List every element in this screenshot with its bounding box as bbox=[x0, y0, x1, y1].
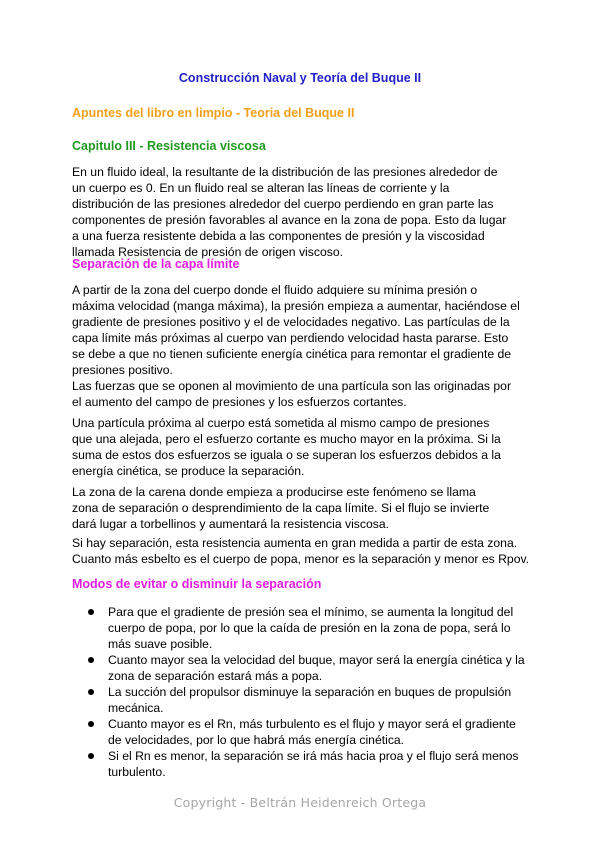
text-line: el aumento del campo de presiones y los esfuerzos cortantes. bbox=[72, 395, 407, 409]
text-line: distribución de las presiones alrededor del cuerpo perdiendo en gran parte las bbox=[72, 197, 494, 211]
text-line: de velocidades, por lo que habrá más energía cinética. bbox=[108, 733, 405, 747]
text-line: suma de estos dos esfuerzos se iguala o se superan los esfuerzos debidos a la bbox=[72, 448, 501, 462]
text-line: más suave posible. bbox=[108, 637, 213, 651]
text-line: dará lugar a torbellinos y aumentará la resistencia viscosa. bbox=[72, 517, 390, 531]
text-line: Si hay separación, esta resistencia aumenta en gran medida a partir de esta zona. bbox=[72, 536, 518, 550]
text-line: gradiente de presiones positivo y el de velocidades negativo. Las partículas de la bbox=[72, 315, 510, 329]
list-item bbox=[88, 716, 538, 748]
bullet-icon bbox=[88, 657, 94, 663]
separation-paragraph-3 bbox=[72, 415, 534, 479]
text-line: Las fuerzas que se oponen al movimiento de una partícula son las originadas por bbox=[72, 379, 512, 393]
text-line: presiones positivo. bbox=[72, 363, 173, 377]
text-line: Cuanto mayor es el Rn, más turbulento es el flujo y mayor será el gradiente bbox=[108, 717, 516, 731]
text-line: La succión del propulsor disminuye la separación en buques de propulsión bbox=[108, 685, 512, 699]
separation-paragraph-2 bbox=[72, 378, 534, 410]
text-line: En un fluido ideal, la resultante de la distribución de las presiones alrededor de bbox=[72, 165, 498, 179]
text-line: A partir de la zona del cuerpo donde el fluido adquiere su mínima presión o bbox=[72, 283, 478, 297]
text-line: cuerpo de popa, por lo que la caída de presión en la zona de popa, será lo bbox=[108, 621, 511, 635]
separation-paragraph-5 bbox=[72, 535, 534, 567]
text-line: capa límite más próximas al cuerpo van perdiendo velocidad hasta pararse. Esto bbox=[72, 331, 509, 345]
section-heading-avoid-separation: Modos de evitar o disminuir la separación bbox=[72, 577, 322, 591]
text-line: llamada Resistencia de presión de origen viscoso. bbox=[72, 245, 343, 259]
separation-paragraph-1 bbox=[72, 282, 534, 378]
document-title: Construcción Naval y Teoría del Buque II bbox=[178, 71, 422, 85]
list-item bbox=[88, 604, 538, 652]
text-line: turbulento. bbox=[108, 765, 166, 779]
text-line: Una partícula próxima al cuerpo está sometida al mismo campo de presiones bbox=[72, 416, 490, 430]
separation-paragraph-4 bbox=[72, 484, 534, 532]
text-line: Para que el gradiente de presión sea el mínimo, se aumenta la longitud del bbox=[108, 605, 514, 619]
text-line: máxima velocidad (manga máxima), la presión empieza a aumentar, haciéndose el bbox=[72, 299, 520, 313]
text-line: Cuanto más esbelto es el cuerpo de popa, menor es la separación y menor es Rpov. bbox=[72, 552, 530, 566]
bullet-icon bbox=[88, 753, 94, 759]
text-line: mecánica. bbox=[108, 701, 164, 715]
bullet-icon bbox=[88, 689, 94, 695]
chapter-heading: Capitulo III - Resistencia viscosa bbox=[72, 139, 266, 153]
text-line: energía cinética, se produce la separación. bbox=[72, 464, 305, 478]
document-subtitle: Apuntes del libro en limpio - Teoria del Buque II bbox=[72, 106, 355, 120]
text-line: zona de separación estará más a popa. bbox=[108, 669, 323, 683]
list-item bbox=[88, 748, 538, 780]
text-line: un cuerpo es 0. En un fluido real se alteran las líneas de corriente y la bbox=[72, 181, 450, 195]
copyright-footer: Copyright - Beltrán Heidenreich Ortega bbox=[173, 795, 427, 810]
text-line: a una fuerza resistente debida a las componentes de presión y la viscosidad bbox=[72, 229, 485, 243]
list-item bbox=[88, 684, 538, 716]
text-line: que una alejada, pero el esfuerzo cortante es mucho mayor en la próxima. Si la bbox=[72, 432, 501, 446]
bullet-list bbox=[88, 604, 538, 780]
intro-paragraph bbox=[72, 164, 534, 260]
text-line: componentes de presión favorables al avance en la zona de popa. Esto da lugar bbox=[72, 213, 507, 227]
text-line: zona de separación o desprendimiento de la capa límite. Si el flujo se invierte bbox=[72, 501, 490, 515]
bullet-icon bbox=[88, 609, 94, 615]
text-line: Cuanto mayor sea la velocidad del buque, mayor será la energía cinética y la bbox=[108, 653, 525, 667]
list-item bbox=[88, 652, 538, 684]
text-line: La zona de la carena donde empieza a producirse este fenómeno se llama bbox=[72, 485, 476, 499]
text-line: se debe a que no tienen suficiente energía cinética para remontar el gradiente de bbox=[72, 347, 512, 361]
text-line: Si el Rn es menor, la separación se irá más hacia proa y el flujo será menos bbox=[108, 749, 519, 763]
bullet-icon bbox=[88, 721, 94, 727]
section-heading-separation: Separación de la capa límite bbox=[72, 257, 240, 271]
